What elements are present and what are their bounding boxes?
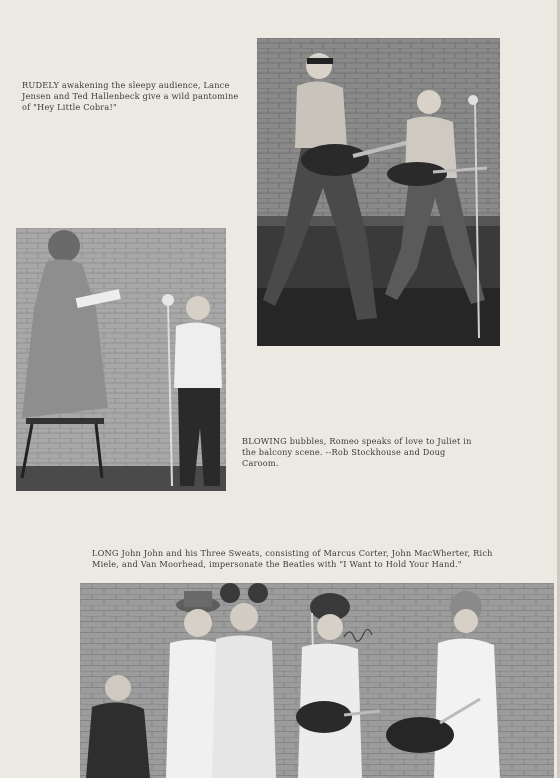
photo-beatles-impersonation-image	[80, 583, 554, 778]
photo-guitar-pantomime	[257, 38, 500, 346]
caption-beatles-impersonation: LONG John John and his Three Sweats, consisting of Marcus Corter, John MacWherter, Rich Miele, and Van Moorhead, impersonate the Beatles with "I Want to Hold Your Hand."	[92, 548, 493, 569]
photo-balcony-scene	[16, 228, 226, 491]
photo-beatles-impersonation	[80, 583, 554, 778]
photo-balcony-scene-image	[16, 228, 226, 491]
caption-balcony-scene: BLOWING bubbles, Romeo speaks of love to Juliet in the balcony scene. --Rob Stockhouse and Doug Caroom.	[242, 436, 472, 468]
caption-pantomime: RUDELY awakening the sleepy audience, Lance Jensen and Ted Hallenbeck give a wild pantomine of "Hey Little Cobra!"	[22, 80, 239, 112]
photo-guitar-pantomime-image	[257, 38, 500, 346]
